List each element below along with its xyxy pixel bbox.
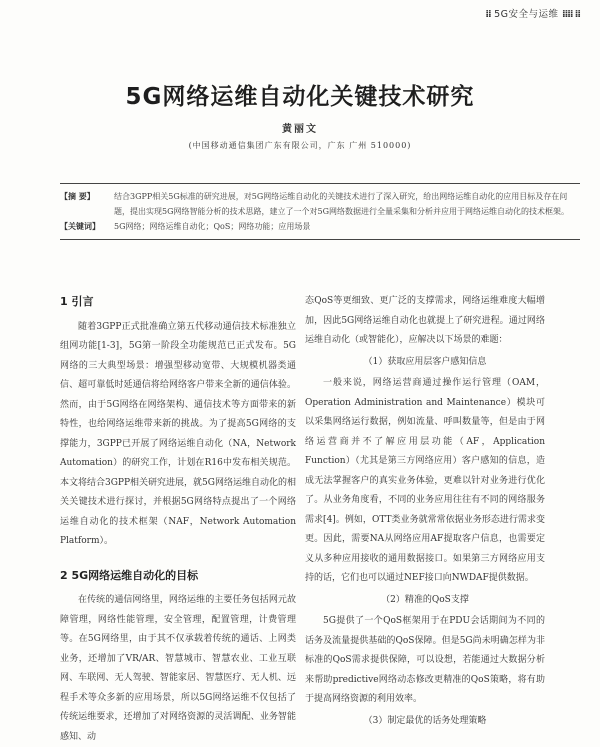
abstract-row [60,189,580,219]
section-2-heading: 2 5G网络运维自动化的目标 [60,568,199,582]
keywords-label: 【关键词】 [60,221,100,231]
paper-title: 5G网络运维自动化关键技术研究 [125,84,475,110]
section-1-heading: 1 引言 [60,295,94,308]
header-bars-left: ⁞⁞ [485,9,491,20]
right-paragraph-1: 态QoS等更细致、更广泛的支撑需求，网络运维难度大幅增加，因此5G网络运维自动化也就提上了研究进程。通过网络运维自动化（或智能化），应解决以下场景的难题： [305,296,545,345]
left-column [60,292,296,747]
section-1-paragraph: 随着3GPP正式批准确立第五代移动通信技术标准独立组网功能[1-3]，5G第一阶段全功能规范已正式发布。5G网络的三大典型场景：增强型移动宽带、大规模机器类通信、超可靠低时延通信将给网络客户带来全新的通信体验。然而，由于5G网络在网络架构、通信技术等方面带来的新特性，也给网络运维带来新的挑战。为了提高5G网络的支撑能力，3GPP已开展了网络运维自动化（NA，Network Automation）的研究工作，计划在R16中发布相关规范。本文将结合3GPP相关研究进展，就5G网络运维自动化的相关关键技术进行探讨，并根据5G网络特点提出了一个网络运维自动化的技术框架（NAF，Network Automation Platform）。 [60,321,296,546]
paper-affiliation: (中国移动通信集团广东有限公司，广东 广州 510000) [188,141,412,150]
abstract-text: 结合3GPP相关5G标准的研究进展，对5G网络运维自动化的关键技术进行了深入研究，给出网络运维自动化的应用目标及存在问题，提出实现5G网络智能分析的技术思路，建立了一个对5G网络数据进行全量采集和分析并应用于网络运维自动化的技术框架。 [114,192,569,216]
subheading-1: （1）获取应用层客户感知信息 [363,356,487,367]
keywords-row [60,219,580,234]
right-column [305,292,545,733]
right-paragraph-3: 5G提供了一个QoS框架用于在PDU会话期间为不同的话务及流量提供基础的QoS保障。但是5G尚未明确怎样为非标准的QoS需求提供保障，可以设想，若能通过大数据分析来帮助predictive网络动态修改更精准的QoS策略，将有助于提高网络资源的利用效率。 [305,616,545,704]
subheading-2: （2）精准的QoS支撑 [381,594,469,605]
paper-author: 黄丽文 [282,124,318,135]
right-paragraph-2: 一般来说，网络运营商通过操作运行管理（OAM，Operation Administration and Maintenance）模块可以采集网络运行数据，例如流量、呼叫数量等，但是由于网络运营商并不了解应用层功能（AF，Application Function）（尤其是第三方网络应用）客户感知的信息，造成无法掌握客户的真实业务体验，更难以针对业务进行优化了。从业务角度看，不同的业务应用往往有不同的网络服务需求[4]。例如，OTT类业务就常常依据业务形态进行需求变更。因此，需要NA从网络应用AF提取客户信息，也需要定义从多种应用接收的通用数据接口。如果第三方网络应用支持的话，它们也可以通过NEF接口向NWDAF提供数据。 [305,378,545,583]
section-name: 5G安全与运维 [494,9,559,20]
section-2-paragraph: 在传统的通信网络里，网络运维的主要任务包括网元故障管理，网络性能管理，安全管理，配置管理，计费管理等。在5G网络里，由于其不仅承载着传统的通话、上网类业务，还增加了VR/AR、智慧城市、智慧农业、工业互联网、车联网、无人驾驶、智能家居、智慧医疗、无人机、远程手术等众多新的应用场景，所以5G网络运维不仅包括了传统运维要求，还增加了对网络资源的灵活调配、业务智能感知、动 [60,595,296,742]
keywords-text: 5G网络；网络运维自动化；QoS；网络功能；应用场景 [114,222,311,231]
abstract-box [60,183,580,240]
subheading-3: （3）制定最优的话务处理策略 [363,715,487,726]
abstract-label: 【摘 要】 [60,191,95,201]
running-header [485,6,580,20]
header-bars-right: ⁞⁞⁞⁞ ⁞⁞ [562,9,580,20]
